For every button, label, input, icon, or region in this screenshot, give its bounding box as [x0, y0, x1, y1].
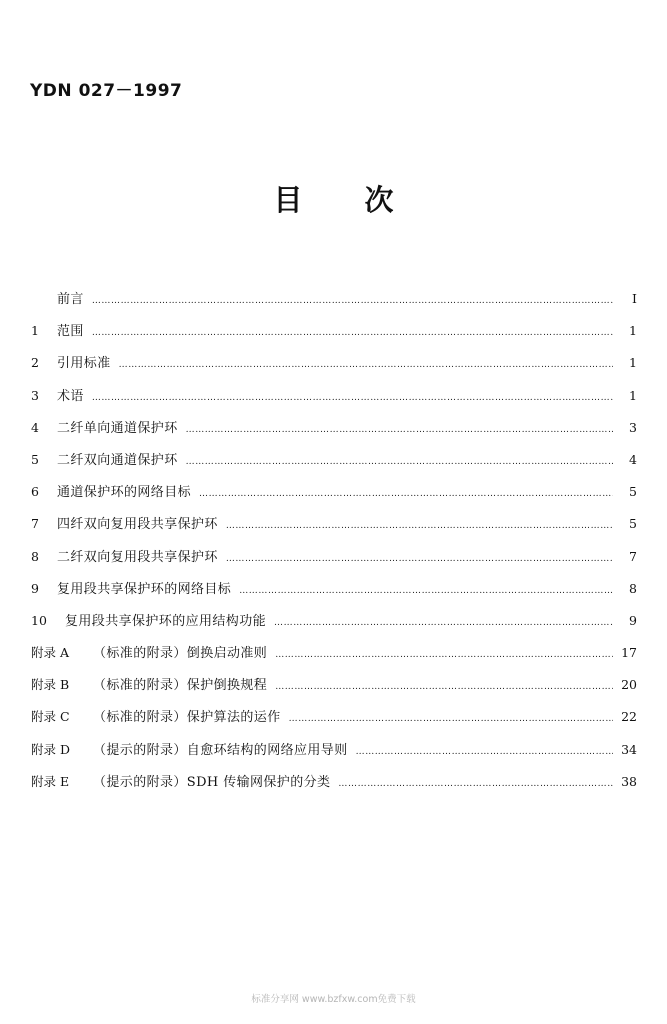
toc-entry-appendix-a[interactable]: [31, 642, 637, 674]
footer-watermark: 标准分享网 www.bzfxw.com免费下载: [251, 994, 416, 1005]
toc-entry-page: 9: [629, 612, 637, 628]
toc-entry-title: 范围: [57, 324, 84, 340]
table-of-contents: [31, 288, 637, 803]
toc-entry-title: 通道保护环的网络目标: [57, 485, 192, 501]
toc-entry-appendix-d[interactable]: [31, 739, 637, 771]
toc-entry-title: 引用标准: [57, 356, 111, 372]
toc-entry-title: 四纤双向复用段共享保护环: [57, 517, 218, 533]
toc-entry-number: 10: [31, 612, 47, 628]
toc-entry-number: 3: [31, 387, 39, 403]
dot-leader: [356, 747, 613, 757]
toc-entry-page: 17: [621, 645, 637, 661]
dot-leader: [226, 554, 613, 564]
toc-entry-title: （提示的附录）SDH 传输网保护的分类: [93, 774, 331, 790]
dot-leader: [338, 779, 613, 789]
dot-leader: [274, 618, 613, 628]
dot-leader: [199, 489, 613, 499]
toc-entry-page: 38: [621, 773, 637, 789]
toc-entry-number: 附录 C: [31, 709, 70, 725]
toc-entry-page: 8: [629, 580, 637, 596]
toc-entry-title: 复用段共享保护环的应用结构功能: [65, 613, 267, 629]
dot-leader: [119, 360, 613, 370]
toc-entry-title: 二纤双向复用段共享保护环: [57, 549, 218, 565]
toc-entry-page: 1: [629, 355, 637, 371]
dot-leader: [275, 682, 613, 692]
toc-entry-6[interactable]: [31, 481, 637, 513]
toc-entry-page: 22: [621, 709, 637, 725]
dot-leader: [239, 586, 613, 596]
dot-leader: [92, 328, 613, 338]
toc-entry-appendix-b[interactable]: [31, 674, 637, 706]
toc-entry-number: 附录 E: [31, 773, 70, 789]
toc-entry-page: 20: [621, 677, 637, 693]
dot-leader: [226, 521, 613, 531]
toc-entry-title: 二纤双向通道保护环: [57, 452, 178, 468]
toc-entry-1[interactable]: [31, 320, 637, 352]
toc-entry-number: 6: [31, 484, 39, 500]
toc-entry-title: （提示的附录）自愈环结构的网络应用导则: [93, 742, 348, 758]
toc-entry-title: 前言: [57, 292, 84, 307]
toc-entry-10[interactable]: [31, 610, 637, 642]
dot-leader: [289, 714, 613, 724]
toc-entry-title: （标准的附录）保护倒换规程: [93, 678, 268, 694]
toc-entry-appendix-e[interactable]: [31, 771, 637, 803]
dot-leader: [186, 457, 613, 467]
toc-entry-2[interactable]: [31, 352, 637, 384]
toc-entry-page: 7: [629, 548, 637, 564]
dot-leader: [186, 425, 613, 435]
toc-entry-page: 3: [629, 419, 637, 435]
toc-entry-title: 术语: [57, 388, 84, 404]
toc-entry-title: 二纤单向通道保护环: [57, 420, 178, 436]
toc-entry-page: 1: [629, 323, 637, 339]
toc-entry-page: 5: [629, 484, 637, 500]
toc-entry-page: I: [632, 291, 637, 306]
dot-leader: [92, 296, 613, 306]
toc-entry-foreword[interactable]: [31, 288, 637, 320]
toc-entry-number: 9: [31, 580, 39, 596]
toc-entry-number: 1: [31, 323, 39, 339]
toc-entry-8[interactable]: [31, 546, 637, 578]
document-code: YDN 027－1997: [30, 81, 183, 101]
toc-entry-number: 附录 B: [31, 677, 70, 693]
toc-entry-7[interactable]: [31, 513, 637, 545]
toc-entry-5[interactable]: [31, 449, 637, 481]
toc-entry-title: （标准的附录）倒换启动准则: [93, 646, 268, 662]
page-title: 目次: [273, 183, 456, 217]
toc-entry-title: 复用段共享保护环的网络目标: [57, 581, 232, 597]
toc-entry-number: 2: [31, 355, 39, 371]
toc-entry-number: 7: [31, 516, 39, 532]
toc-entry-page: 1: [629, 387, 637, 403]
toc-entry-page: 5: [629, 516, 637, 532]
toc-entry-9[interactable]: [31, 578, 637, 610]
toc-entry-number: 附录 D: [31, 741, 70, 757]
toc-entry-number: 4: [31, 419, 39, 435]
toc-entry-3[interactable]: [31, 385, 637, 417]
dot-leader: [92, 393, 613, 403]
toc-entry-title: （标准的附录）保护算法的运作: [93, 710, 281, 726]
dot-leader: [275, 650, 613, 660]
toc-entry-page: 4: [629, 451, 637, 467]
toc-entry-number: 附录 A: [31, 645, 70, 661]
toc-entry-number: 8: [31, 548, 39, 564]
toc-entry-4[interactable]: [31, 417, 637, 449]
toc-entry-appendix-c[interactable]: [31, 706, 637, 738]
toc-entry-number: 5: [31, 451, 39, 467]
toc-entry-page: 34: [621, 741, 637, 757]
